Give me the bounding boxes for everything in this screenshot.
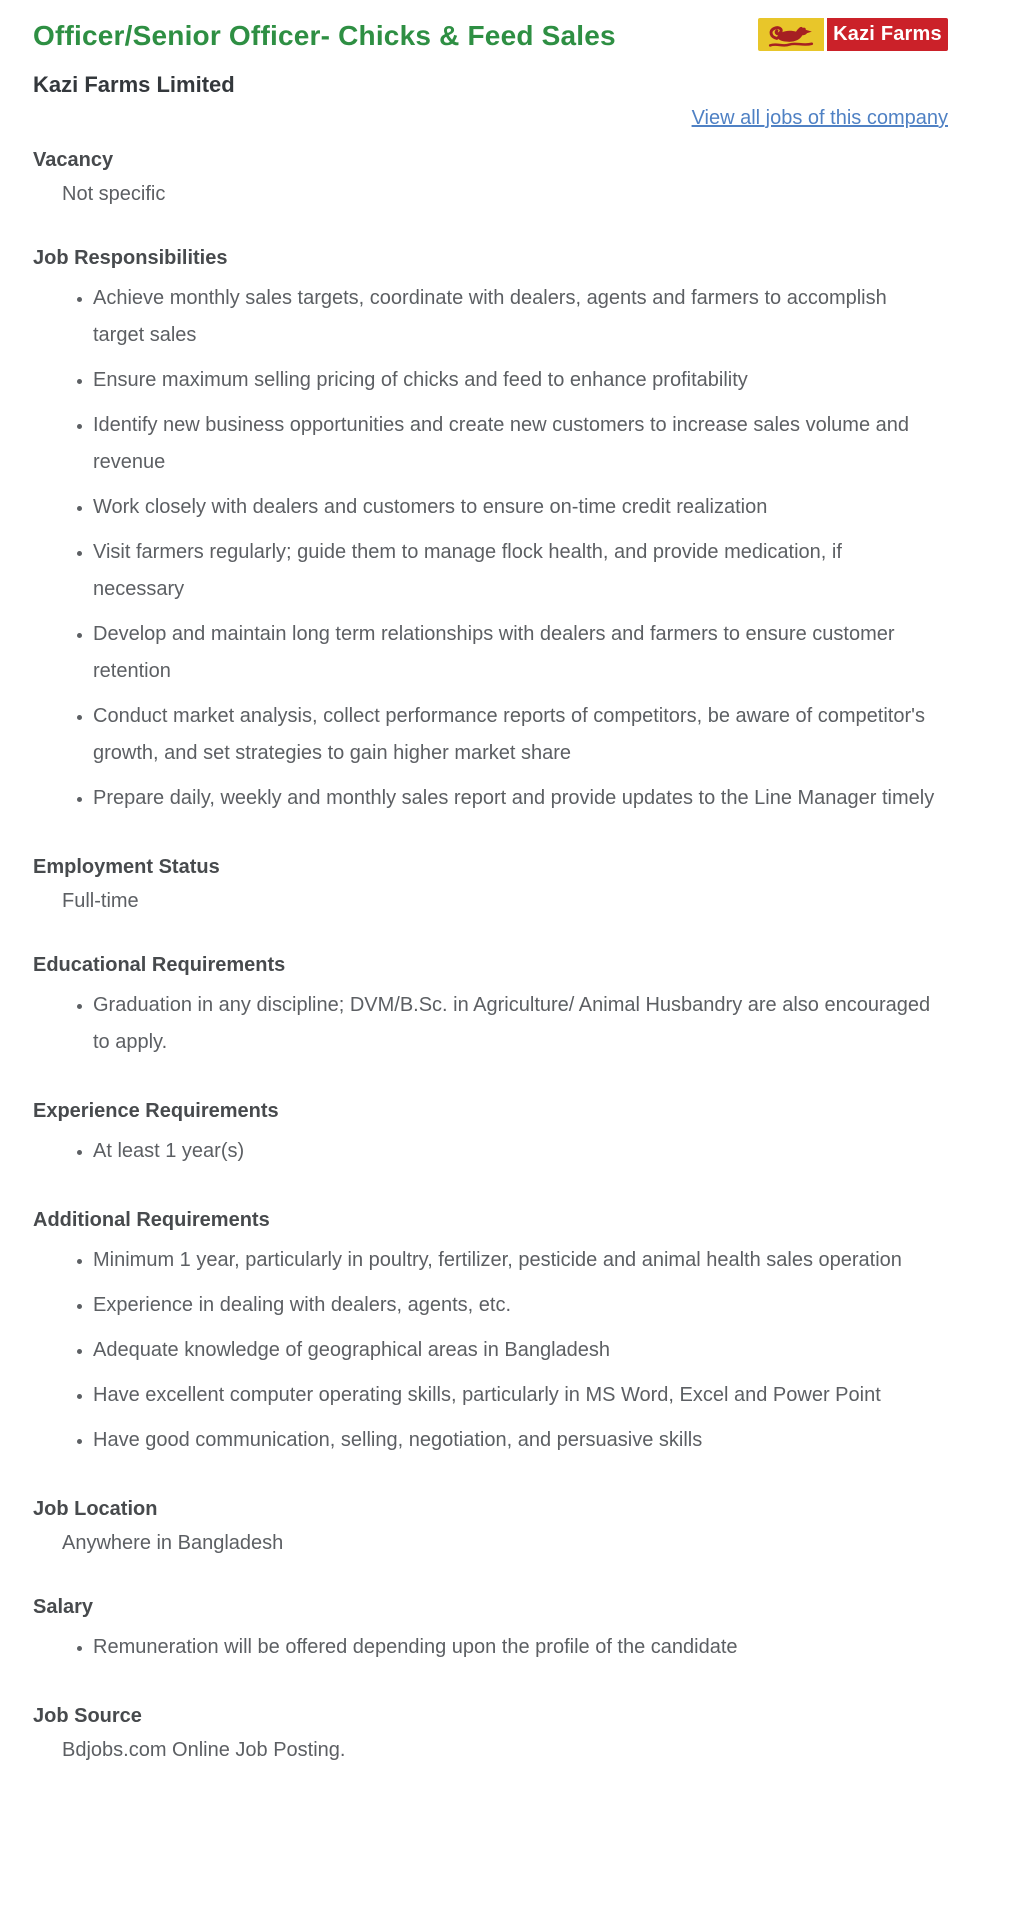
section-heading: Job Location xyxy=(33,1498,158,1520)
job-detail-sections xyxy=(33,148,948,1764)
bullet-list xyxy=(33,1242,948,1459)
list-item: • Achieve monthly sales targets, coordinate with dealers, agents and farmers to accomplish target sales xyxy=(93,280,938,354)
section-heading: Vacancy xyxy=(33,149,114,171)
section-heading: Salary xyxy=(33,1596,94,1618)
list-item: • Have good communication, selling, negotiation, and persuasive skills xyxy=(93,1422,938,1459)
section-vacancy xyxy=(33,148,948,208)
list-item: • Visit farmers regularly; guide them to manage flock health, and provide medication, if necessary xyxy=(93,534,938,608)
page-title: Officer/Senior Officer- Chicks & Feed Sales xyxy=(33,20,616,51)
section-heading: Job Responsibilities xyxy=(33,247,228,269)
section-value: Anywhere in Bangladesh xyxy=(62,1532,284,1554)
bullet-list xyxy=(33,280,948,817)
section-job-source xyxy=(33,1704,948,1764)
section-value: Not specific xyxy=(62,183,166,205)
section-job-location xyxy=(33,1497,948,1557)
section-heading: Employment Status xyxy=(33,856,220,878)
bullet-list xyxy=(33,1629,948,1666)
link-row xyxy=(33,106,948,132)
list-item: • Remuneration will be offered depending upon the profile of the candidate xyxy=(93,1629,938,1666)
company-logo xyxy=(758,18,948,51)
section-job-responsibilities xyxy=(33,246,948,817)
section-educational-requirements xyxy=(33,953,948,1061)
section-value: Bdjobs.com Online Job Posting. xyxy=(62,1739,346,1761)
list-item: • Work closely with dealers and customers to ensure on-time credit realization xyxy=(93,489,938,526)
list-item: • Ensure maximum selling pricing of chicks and feed to enhance profitability xyxy=(93,362,938,399)
list-item: • Adequate knowledge of geographical areas in Bangladesh xyxy=(93,1332,938,1369)
hen-icon xyxy=(758,18,824,51)
bullet-list xyxy=(33,987,948,1061)
section-heading: Additional Requirements xyxy=(33,1209,270,1231)
list-item: • Have excellent computer operating skills, particularly in MS Word, Excel and Power Point xyxy=(93,1377,938,1414)
section-value: Full-time xyxy=(62,890,139,912)
section-experience-requirements xyxy=(33,1099,948,1170)
list-item: • Identify new business opportunities and create new customers to increase sales volume and revenue xyxy=(93,407,938,481)
section-salary xyxy=(33,1595,948,1666)
list-item: • Conduct market analysis, collect performance reports of competitors, be aware of competitor's growth, and set strategies to gain higher market share xyxy=(93,698,938,772)
list-item: • Graduation in any discipline; DVM/B.Sc. in Agriculture/ Animal Husbandry are also encouraged to apply. xyxy=(93,987,938,1061)
list-item: • Experience in dealing with dealers, agents, etc. xyxy=(93,1287,938,1324)
section-additional-requirements xyxy=(33,1208,948,1459)
logo-brand-text: Kazi Farms xyxy=(827,18,948,51)
section-heading: Educational Requirements xyxy=(33,954,286,976)
view-all-jobs-link[interactable]: View all jobs of this company xyxy=(691,107,948,129)
section-employment-status xyxy=(33,855,948,915)
header-row xyxy=(33,20,948,52)
company-name: Kazi Farms Limited xyxy=(33,72,235,97)
list-item: • Develop and maintain long term relationships with dealers and farmers to ensure customer retention xyxy=(93,616,938,690)
list-item: • At least 1 year(s) xyxy=(93,1133,938,1170)
list-item: • Minimum 1 year, particularly in poultry, fertilizer, pesticide and animal health sales operation xyxy=(93,1242,938,1279)
section-heading: Job Source xyxy=(33,1705,142,1727)
section-heading: Experience Requirements xyxy=(33,1100,279,1122)
bullet-list xyxy=(33,1133,948,1170)
list-item: • Prepare daily, weekly and monthly sales report and provide updates to the Line Manager timely xyxy=(93,780,938,817)
